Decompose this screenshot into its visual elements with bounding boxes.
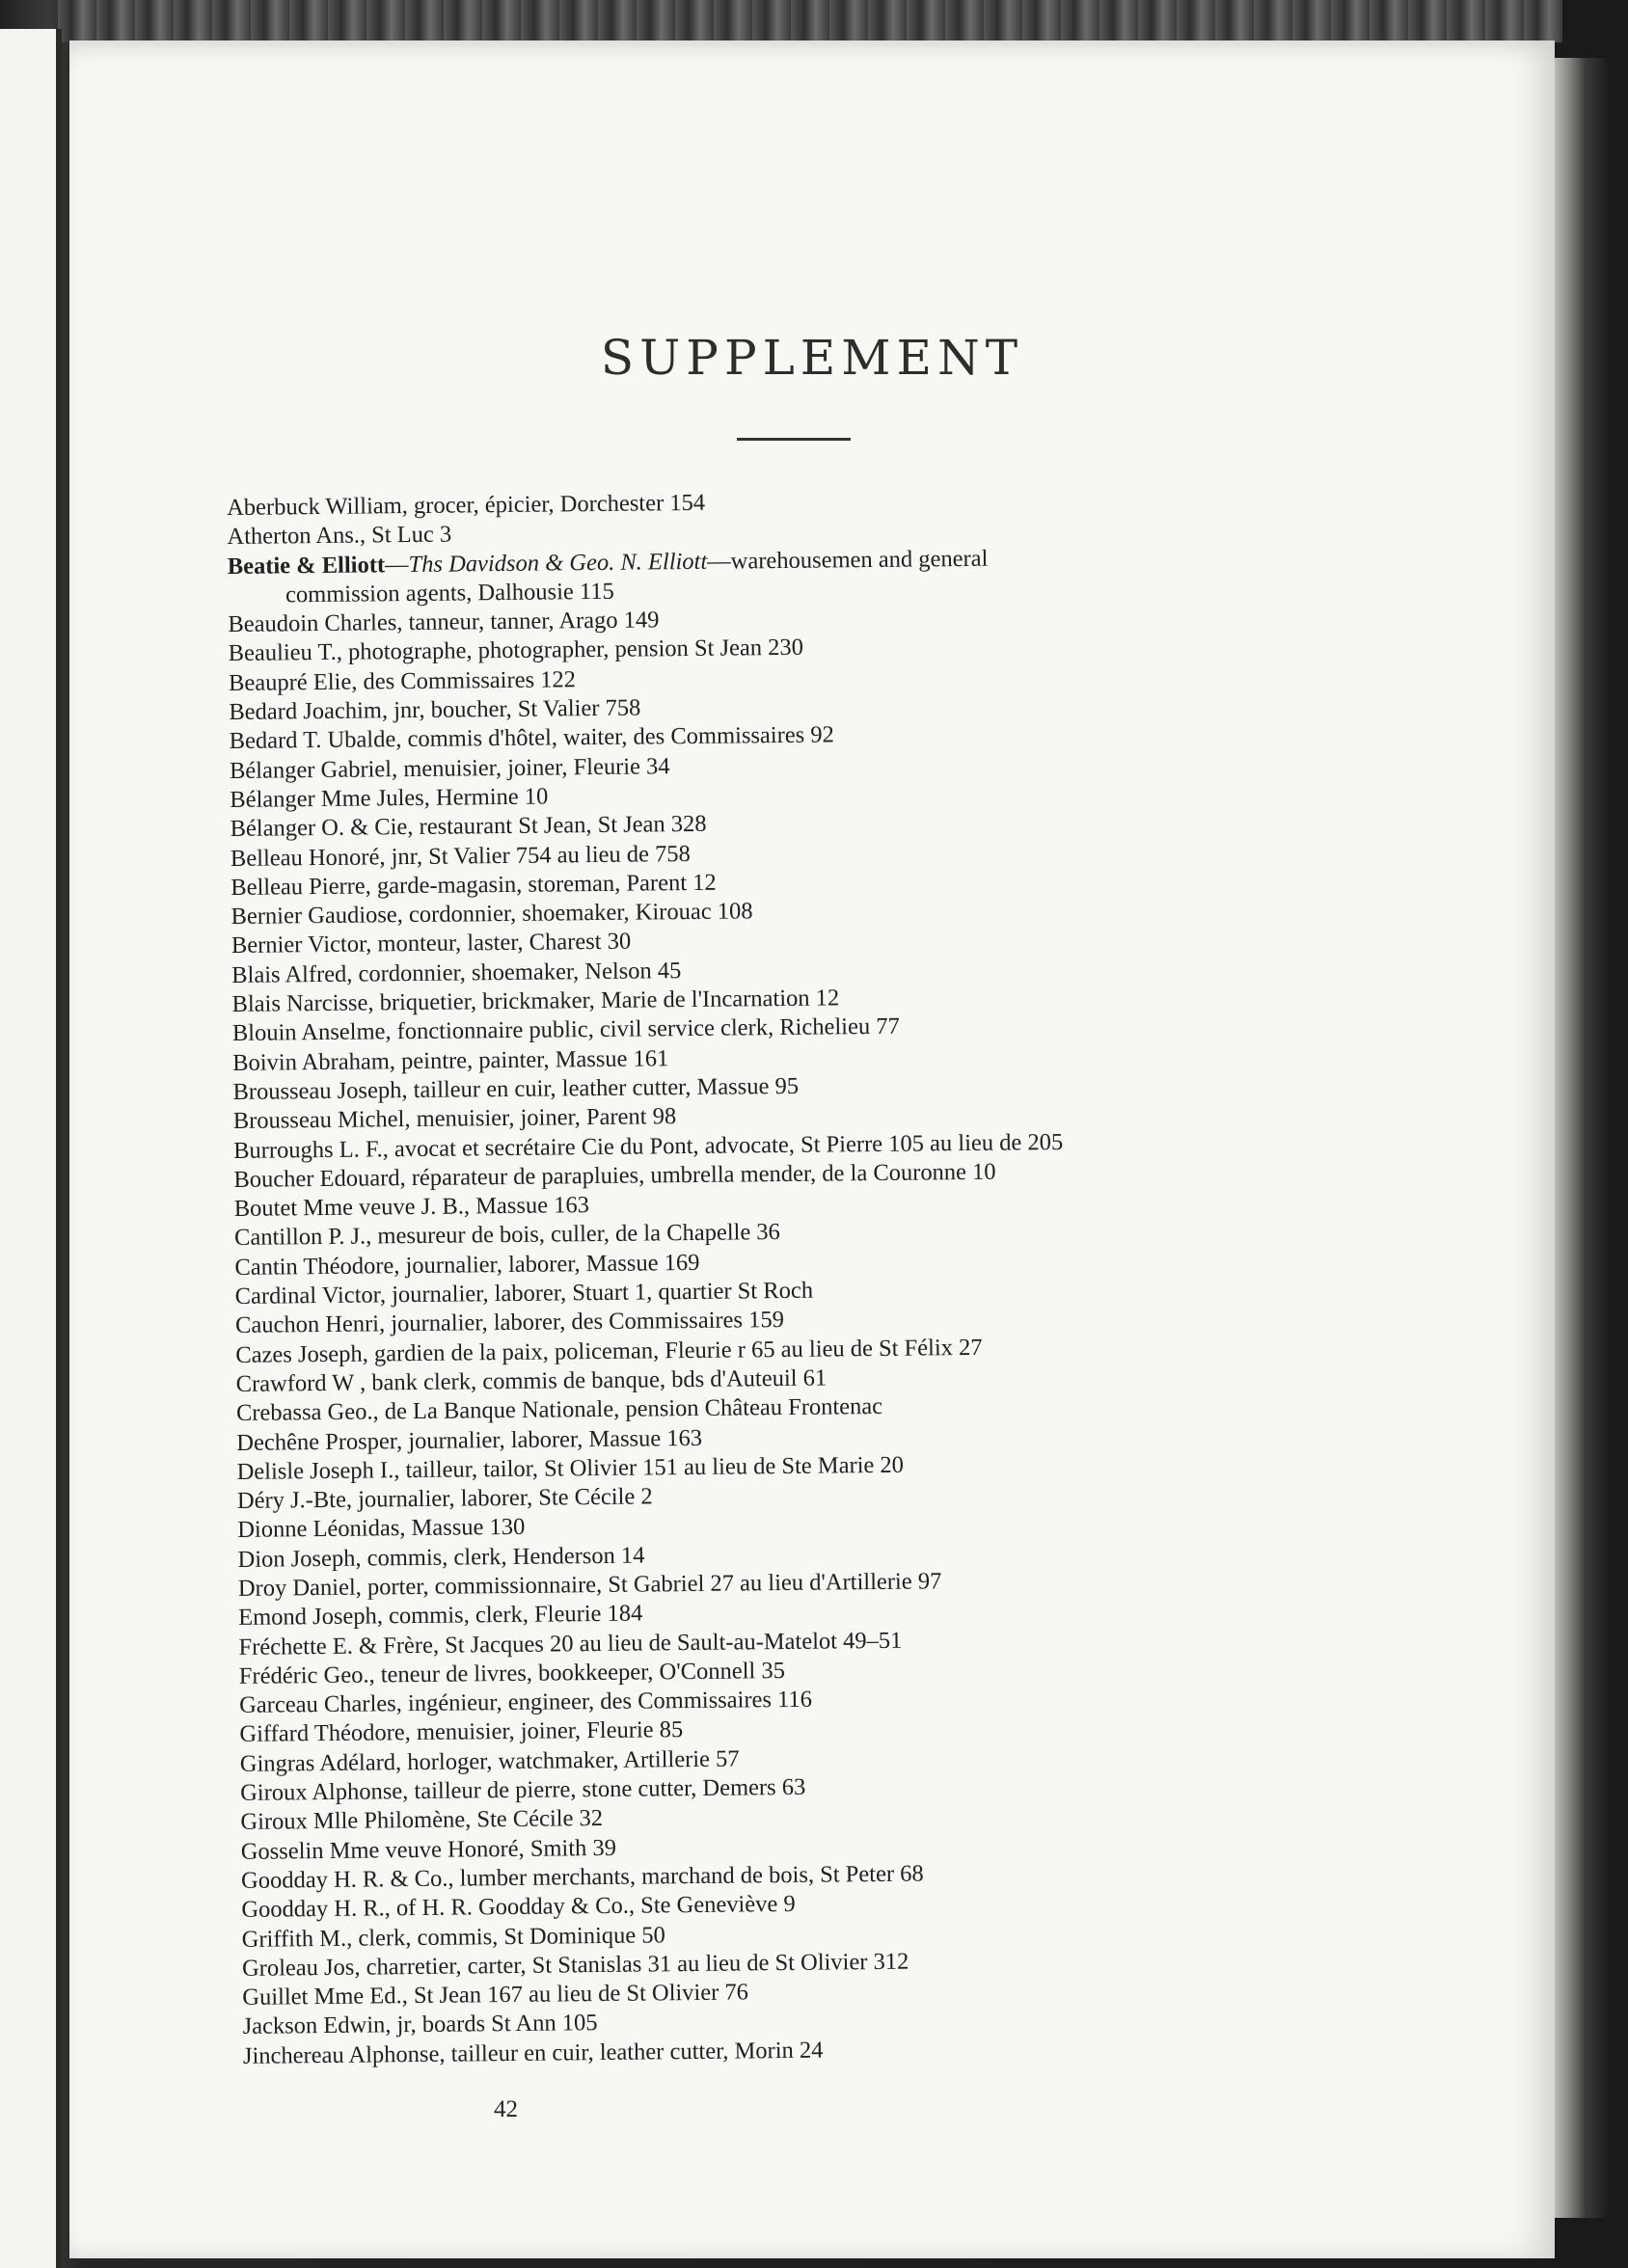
directory-entry: Goodday H. R. & Co., lumber merchants, marchand de bois, St Peter 68 <box>240 1860 924 1894</box>
directory-entry: Guillet Mme Ed., St Jean 167 au lieu de St Olivier 76 <box>242 1979 749 2012</box>
entry-partners: Ths Davidson & Geo. N. Elliott <box>408 548 708 578</box>
directory-entry: Déry J.-Bte, journalier, laborer, Ste Cécile 2 <box>236 1483 653 1515</box>
directory-entry: Cardinal Victor, journalier, laborer, Stuart 1, quartier St Roch <box>234 1277 814 1310</box>
directory-entry: Belleau Pierre, garde-magasin, storeman, Parent 12 <box>231 869 717 901</box>
directory-entry: Bélanger O. & Cie, restaurant St Jean, St Jean 328 <box>230 811 707 843</box>
directory-entry: Gingras Adélard, horloger, watchmaker, Artillerie 57 <box>239 1745 740 1777</box>
directory-entry: Blais Alfred, cordonnier, shoemaker, Nelson 45 <box>231 957 682 988</box>
directory-entry: Blais Narcisse, briquetier, brickmaker, Marie de l'Incarnation 12 <box>231 985 840 1018</box>
directory-entry: Beaulieu T., photographe, photographer, pension St Jean 230 <box>228 634 804 667</box>
book-right-edge <box>1551 58 1609 2218</box>
directory-entry: Beaupré Elie, des Commissaires 122 <box>228 666 577 696</box>
directory-entry: Blouin Anselme, fonctionnaire public, civil service clerk, Richelieu 77 <box>231 1013 900 1047</box>
entry-dash: — <box>384 551 409 578</box>
page-heading: SUPPLEMENT <box>600 330 1024 386</box>
directory-entry: Boucher Edouard, réparateur de parapluies, umbrella mender, de la Couronne 10 <box>233 1158 996 1193</box>
directory-entry: Aberbuck William, grocer, épicier, Dorchester 154 <box>227 489 706 521</box>
directory-entry: Jackson Edwin, jr, boards St Ann 105 <box>242 2010 598 2040</box>
directory-entry: Boutet Mme veuve J. B., Massue 163 <box>233 1192 590 1223</box>
directory-entry-continuation: commission agents, Dalhousie 115 <box>285 578 614 608</box>
directory-entry: Frédéric Geo., teneur de livres, bookkeeper, O'Connell 35 <box>238 1657 786 1689</box>
directory-entry: Beaudoin Charles, tanneur, tanner, Arago 149 <box>228 607 660 638</box>
directory-entry: Delisle Joseph I., tailleur, tailor, St Olivier 151 au lieu de Ste Marie 20 <box>236 1451 905 1485</box>
directory-entry: Cauchon Henri, journalier, laborer, des Commissaires 159 <box>234 1307 785 1339</box>
directory-entry: Griffith M., clerk, commis, St Dominique 50 <box>241 1921 665 1953</box>
directory-entry: Boivin Abraham, peintre, painter, Massue 161 <box>232 1044 669 1076</box>
directory-entry: Garceau Charles, ingénieur, engineer, des Commissaires 116 <box>239 1686 813 1719</box>
directory-entry: Emond Joseph, commis, clerk, Fleurie 184 <box>238 1600 643 1632</box>
directory-entry: Cantillon P. J., mesureur de bois, culler, de la Chapelle 36 <box>233 1219 781 1252</box>
directory-entries <box>227 480 1497 2071</box>
entry-description: —warehousemen and general <box>707 545 989 575</box>
facing-page-edge <box>0 29 62 2268</box>
directory-entry: Droy Daniel, porter, commissionnaire, St Gabriel 27 au lieu d'Artillerie 97 <box>237 1568 942 1602</box>
document-page <box>69 40 1555 2258</box>
directory-entry: Giffard Théodore, menuisier, joiner, Fleurie 85 <box>239 1716 684 1748</box>
directory-entry: Jinchereau Alphonse, tailleur en cuir, leather cutter, Morin 24 <box>242 2037 824 2069</box>
directory-entry: Belleau Honoré, jnr, St Valier 754 au lieu de 758 <box>230 840 691 872</box>
directory-entry: Bernier Gaudiose, cordonnier, shoemaker, Kirouac 108 <box>231 898 753 931</box>
directory-entry: Giroux Alphonse, tailleur de pierre, stone cutter, Demers 63 <box>239 1773 806 1806</box>
heading-rule <box>737 438 851 441</box>
directory-entry: Burroughs L. F., avocat et secrétaire Cie du Pont, advocate, St Pierre 105 au lieu de 205 <box>232 1128 1064 1164</box>
entry-firm-name: Beatie & Elliott <box>227 551 386 580</box>
directory-entry: Cantin Théodore, journalier, laborer, Massue 169 <box>234 1249 700 1281</box>
directory-entry: Bélanger Mme Jules, Hermine 10 <box>230 783 549 813</box>
directory-entry: Gosselin Mme veuve Honoré, Smith 39 <box>240 1834 617 1865</box>
directory-entry: Groleau Jos, charretier, carter, St Stanislas 31 au lieu de St Olivier 312 <box>241 1948 909 1982</box>
directory-entry: Bélanger Gabriel, menuisier, joiner, Fleurie 34 <box>229 752 670 784</box>
directory-entry: Bernier Victor, monteur, laster, Charest 30 <box>231 929 632 959</box>
directory-entry: Brousseau Joseph, tailleur en cuir, leather cutter, Massue 95 <box>232 1072 800 1105</box>
book-cover-top-edge <box>58 0 1562 42</box>
directory-entry: Dion Joseph, commis, clerk, Henderson 14 <box>237 1542 645 1573</box>
directory-entry: Cazes Joseph, gardien de la paix, policeman, Fleurie r 65 au lieu de St Félix 27 <box>235 1334 983 1368</box>
directory-entry: Bedard T. Ubalde, commis d'hôtel, waiter, des Commissaires 92 <box>229 721 834 755</box>
directory-entry: Fréchette E. & Frère, St Jacques 20 au lieu de Sault-au-Matelot 49–51 <box>238 1627 903 1660</box>
directory-entry: Bedard Joachim, jnr, boucher, St Valier 758 <box>229 694 641 726</box>
directory-entry: Dionne Léonidas, Massue 130 <box>237 1514 526 1544</box>
directory-entry: Crebassa Geo., de La Banque Nationale, pension Château Frontenac <box>235 1393 883 1427</box>
page-number: 42 <box>494 2096 518 2122</box>
directory-entry: Goodday H. R., of H. R. Goodday & Co., Ste Geneviève 9 <box>241 1891 796 1924</box>
directory-entry: Dechêne Prosper, journalier, laborer, Massue 163 <box>236 1424 703 1456</box>
directory-entry: Crawford W , bank clerk, commis de banque, bds d'Auteuil 61 <box>235 1364 828 1397</box>
directory-entry: Atherton Ans., St Luc 3 <box>227 521 452 551</box>
directory-entry: Brousseau Michel, menuisier, joiner, Parent 98 <box>232 1103 677 1135</box>
directory-entry: Giroux Mlle Philomène, Ste Cécile 32 <box>240 1805 604 1836</box>
